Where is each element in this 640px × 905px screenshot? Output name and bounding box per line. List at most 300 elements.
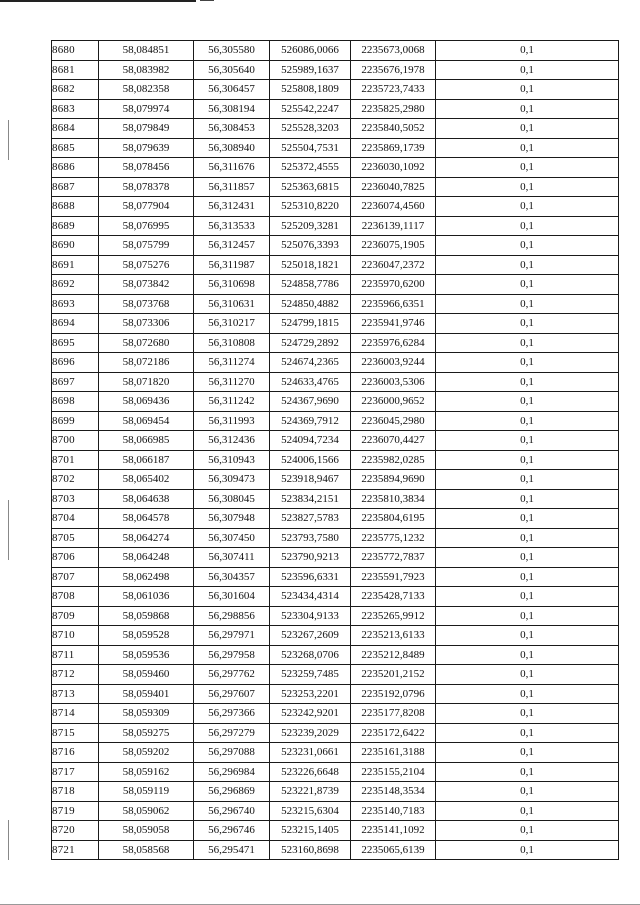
y-coordinate-cell: 2235869,1739: [351, 138, 436, 158]
y-coordinate-cell: 2235982,0285: [351, 450, 436, 470]
accuracy-cell: 0,1: [436, 158, 619, 178]
accuracy-cell: 0,1: [436, 411, 619, 431]
table-row: [52, 626, 619, 646]
accuracy-cell: 0,1: [436, 528, 619, 548]
y-coordinate-cell: 2235140,7183: [351, 801, 436, 821]
x-coordinate-cell: 524799,1815: [270, 314, 351, 334]
table-row: [52, 333, 619, 353]
point-number-cell: 8698: [52, 392, 99, 412]
accuracy-cell: 0,1: [436, 138, 619, 158]
table-row: [52, 60, 619, 80]
y-coordinate-cell: 2235265,9912: [351, 606, 436, 626]
table-row: [52, 704, 619, 724]
point-number-cell: 8681: [52, 60, 99, 80]
y-coordinate-cell: 2236047,2372: [351, 255, 436, 275]
y-coordinate-cell: 2235428,7133: [351, 587, 436, 607]
longitude-cell: 56,298856: [194, 606, 270, 626]
y-coordinate-cell: 2235966,6351: [351, 294, 436, 314]
x-coordinate-cell: 523226,6648: [270, 762, 351, 782]
longitude-cell: 56,297958: [194, 645, 270, 665]
latitude-cell: 58,071820: [99, 372, 194, 392]
accuracy-cell: 0,1: [436, 41, 619, 61]
x-coordinate-cell: 524094,7234: [270, 431, 351, 451]
x-coordinate-cell: 525542,2247: [270, 99, 351, 119]
longitude-cell: 56,311274: [194, 353, 270, 373]
table-row: [52, 275, 619, 295]
table-row: [52, 548, 619, 568]
table-row: [52, 489, 619, 509]
longitude-cell: 56,309473: [194, 470, 270, 490]
latitude-cell: 58,059062: [99, 801, 194, 821]
x-coordinate-cell: 523242,9201: [270, 704, 351, 724]
point-number-cell: 8712: [52, 665, 99, 685]
y-coordinate-cell: 2236003,9244: [351, 353, 436, 373]
longitude-cell: 56,307450: [194, 528, 270, 548]
latitude-cell: 58,059275: [99, 723, 194, 743]
y-coordinate-cell: 2235810,3834: [351, 489, 436, 509]
x-coordinate-cell: 525310,8220: [270, 197, 351, 217]
accuracy-cell: 0,1: [436, 314, 619, 334]
y-coordinate-cell: 2235155,2104: [351, 762, 436, 782]
accuracy-cell: 0,1: [436, 372, 619, 392]
accuracy-cell: 0,1: [436, 294, 619, 314]
longitude-cell: 56,310631: [194, 294, 270, 314]
point-number-cell: 8705: [52, 528, 99, 548]
latitude-cell: 58,073842: [99, 275, 194, 295]
table-row: [52, 743, 619, 763]
accuracy-cell: 0,1: [436, 353, 619, 373]
latitude-cell: 58,059309: [99, 704, 194, 724]
point-number-cell: 8710: [52, 626, 99, 646]
latitude-cell: 58,059536: [99, 645, 194, 665]
latitude-cell: 58,082358: [99, 80, 194, 100]
point-number-cell: 8682: [52, 80, 99, 100]
latitude-cell: 58,064578: [99, 509, 194, 529]
latitude-cell: 58,078456: [99, 158, 194, 178]
latitude-cell: 58,075799: [99, 236, 194, 256]
point-number-cell: 8702: [52, 470, 99, 490]
latitude-cell: 58,069436: [99, 392, 194, 412]
y-coordinate-cell: 2236075,1905: [351, 236, 436, 256]
point-number-cell: 8721: [52, 840, 99, 860]
y-coordinate-cell: 2236003,5306: [351, 372, 436, 392]
accuracy-cell: 0,1: [436, 509, 619, 529]
x-coordinate-cell: 524850,4882: [270, 294, 351, 314]
table-row: [52, 509, 619, 529]
longitude-cell: 56,313533: [194, 216, 270, 236]
scan-edge-mark: [8, 820, 9, 860]
point-number-cell: 8696: [52, 353, 99, 373]
x-coordinate-cell: 523221,8739: [270, 782, 351, 802]
longitude-cell: 56,310217: [194, 314, 270, 334]
accuracy-cell: 0,1: [436, 216, 619, 236]
accuracy-cell: 0,1: [436, 762, 619, 782]
longitude-cell: 56,308940: [194, 138, 270, 158]
table-row: [52, 821, 619, 841]
point-number-cell: 8701: [52, 450, 99, 470]
longitude-cell: 56,311857: [194, 177, 270, 197]
x-coordinate-cell: 525363,6815: [270, 177, 351, 197]
latitude-cell: 58,075276: [99, 255, 194, 275]
y-coordinate-cell: 2235172,6422: [351, 723, 436, 743]
accuracy-cell: 0,1: [436, 626, 619, 646]
point-number-cell: 8703: [52, 489, 99, 509]
point-number-cell: 8684: [52, 119, 99, 139]
x-coordinate-cell: 523918,9467: [270, 470, 351, 490]
longitude-cell: 56,310698: [194, 275, 270, 295]
point-number-cell: 8707: [52, 567, 99, 587]
table-row: [52, 158, 619, 178]
latitude-cell: 58,076995: [99, 216, 194, 236]
y-coordinate-cell: 2235192,0796: [351, 684, 436, 704]
accuracy-cell: 0,1: [436, 704, 619, 724]
point-number-cell: 8716: [52, 743, 99, 763]
longitude-cell: 56,297366: [194, 704, 270, 724]
accuracy-cell: 0,1: [436, 177, 619, 197]
x-coordinate-cell: 523231,0661: [270, 743, 351, 763]
point-number-cell: 8691: [52, 255, 99, 275]
longitude-cell: 56,297762: [194, 665, 270, 685]
table-row: [52, 840, 619, 860]
accuracy-cell: 0,1: [436, 236, 619, 256]
accuracy-cell: 0,1: [436, 60, 619, 80]
longitude-cell: 56,297607: [194, 684, 270, 704]
accuracy-cell: 0,1: [436, 119, 619, 139]
x-coordinate-cell: 525989,1637: [270, 60, 351, 80]
x-coordinate-cell: 524729,2892: [270, 333, 351, 353]
latitude-cell: 58,079974: [99, 99, 194, 119]
y-coordinate-cell: 2235970,6200: [351, 275, 436, 295]
y-coordinate-cell: 2236070,4427: [351, 431, 436, 451]
x-coordinate-cell: 523215,1405: [270, 821, 351, 841]
latitude-cell: 58,069454: [99, 411, 194, 431]
table-row: [52, 177, 619, 197]
latitude-cell: 58,062498: [99, 567, 194, 587]
accuracy-cell: 0,1: [436, 743, 619, 763]
latitude-cell: 58,072680: [99, 333, 194, 353]
scan-edge-mark: [8, 500, 9, 560]
x-coordinate-cell: 524369,7912: [270, 411, 351, 431]
y-coordinate-cell: 2235676,1978: [351, 60, 436, 80]
x-coordinate-cell: 523215,6304: [270, 801, 351, 821]
point-number-cell: 8694: [52, 314, 99, 334]
y-coordinate-cell: 2235177,8208: [351, 704, 436, 724]
longitude-cell: 56,296984: [194, 762, 270, 782]
point-number-cell: 8700: [52, 431, 99, 451]
point-number-cell: 8719: [52, 801, 99, 821]
x-coordinate-cell: 524367,9690: [270, 392, 351, 412]
table-row: [52, 372, 619, 392]
table-row: [52, 119, 619, 139]
y-coordinate-cell: 2235212,8489: [351, 645, 436, 665]
longitude-cell: 56,304357: [194, 567, 270, 587]
y-coordinate-cell: 2236139,1117: [351, 216, 436, 236]
y-coordinate-cell: 2235825,2980: [351, 99, 436, 119]
table-row: [52, 801, 619, 821]
y-coordinate-cell: 2236030,1092: [351, 158, 436, 178]
latitude-cell: 58,073306: [99, 314, 194, 334]
latitude-cell: 58,059058: [99, 821, 194, 841]
y-coordinate-cell: 2236040,7825: [351, 177, 436, 197]
y-coordinate-cell: 2235213,6133: [351, 626, 436, 646]
longitude-cell: 56,301604: [194, 587, 270, 607]
latitude-cell: 58,064638: [99, 489, 194, 509]
accuracy-cell: 0,1: [436, 567, 619, 587]
longitude-cell: 56,311270: [194, 372, 270, 392]
y-coordinate-cell: 2235894,9690: [351, 470, 436, 490]
point-number-cell: 8686: [52, 158, 99, 178]
x-coordinate-cell: 523790,9213: [270, 548, 351, 568]
x-coordinate-cell: 525528,3203: [270, 119, 351, 139]
table-row: [52, 41, 619, 61]
table-row: [52, 216, 619, 236]
table-row: [52, 197, 619, 217]
longitude-cell: 56,311676: [194, 158, 270, 178]
top-rule: [0, 0, 196, 2]
x-coordinate-cell: 523304,9133: [270, 606, 351, 626]
table-row: [52, 431, 619, 451]
accuracy-cell: 0,1: [436, 840, 619, 860]
point-number-cell: 8685: [52, 138, 99, 158]
x-coordinate-cell: 525372,4555: [270, 158, 351, 178]
latitude-cell: 58,083982: [99, 60, 194, 80]
latitude-cell: 58,079849: [99, 119, 194, 139]
latitude-cell: 58,064248: [99, 548, 194, 568]
longitude-cell: 56,312457: [194, 236, 270, 256]
latitude-cell: 58,072186: [99, 353, 194, 373]
longitude-cell: 56,308453: [194, 119, 270, 139]
x-coordinate-cell: 525808,1809: [270, 80, 351, 100]
accuracy-cell: 0,1: [436, 489, 619, 509]
point-number-cell: 8708: [52, 587, 99, 607]
accuracy-cell: 0,1: [436, 548, 619, 568]
latitude-cell: 58,065402: [99, 470, 194, 490]
point-number-cell: 8717: [52, 762, 99, 782]
latitude-cell: 58,079639: [99, 138, 194, 158]
point-number-cell: 8680: [52, 41, 99, 61]
longitude-cell: 56,296740: [194, 801, 270, 821]
longitude-cell: 56,297971: [194, 626, 270, 646]
longitude-cell: 56,310808: [194, 333, 270, 353]
accuracy-cell: 0,1: [436, 470, 619, 490]
longitude-cell: 56,305640: [194, 60, 270, 80]
y-coordinate-cell: 2236000,9652: [351, 392, 436, 412]
x-coordinate-cell: 525076,3393: [270, 236, 351, 256]
longitude-cell: 56,311987: [194, 255, 270, 275]
latitude-cell: 58,059401: [99, 684, 194, 704]
latitude-cell: 58,073768: [99, 294, 194, 314]
y-coordinate-cell: 2235775,1232: [351, 528, 436, 548]
point-number-cell: 8683: [52, 99, 99, 119]
accuracy-cell: 0,1: [436, 782, 619, 802]
x-coordinate-cell: 526086,0066: [270, 41, 351, 61]
latitude-cell: 58,078378: [99, 177, 194, 197]
accuracy-cell: 0,1: [436, 255, 619, 275]
accuracy-cell: 0,1: [436, 665, 619, 685]
accuracy-cell: 0,1: [436, 99, 619, 119]
x-coordinate-cell: 523834,2151: [270, 489, 351, 509]
x-coordinate-cell: 523160,8698: [270, 840, 351, 860]
accuracy-cell: 0,1: [436, 723, 619, 743]
point-number-cell: 8687: [52, 177, 99, 197]
table-row: [52, 723, 619, 743]
point-number-cell: 8714: [52, 704, 99, 724]
table-row: [52, 236, 619, 256]
accuracy-cell: 0,1: [436, 684, 619, 704]
longitude-cell: 56,312431: [194, 197, 270, 217]
accuracy-cell: 0,1: [436, 606, 619, 626]
accuracy-cell: 0,1: [436, 431, 619, 451]
longitude-cell: 56,311993: [194, 411, 270, 431]
latitude-cell: 58,066187: [99, 450, 194, 470]
accuracy-cell: 0,1: [436, 587, 619, 607]
accuracy-cell: 0,1: [436, 333, 619, 353]
table-row: [52, 645, 619, 665]
latitude-cell: 58,059119: [99, 782, 194, 802]
x-coordinate-cell: 524858,7786: [270, 275, 351, 295]
latitude-cell: 58,064274: [99, 528, 194, 548]
y-coordinate-cell: 2235976,6284: [351, 333, 436, 353]
accuracy-cell: 0,1: [436, 275, 619, 295]
table-row: [52, 392, 619, 412]
table-row: [52, 665, 619, 685]
table-row: [52, 470, 619, 490]
latitude-cell: 58,077904: [99, 197, 194, 217]
point-number-cell: 8706: [52, 548, 99, 568]
y-coordinate-cell: 2235772,7837: [351, 548, 436, 568]
x-coordinate-cell: 523267,2609: [270, 626, 351, 646]
x-coordinate-cell: 523827,5783: [270, 509, 351, 529]
table-row: [52, 762, 619, 782]
y-coordinate-cell: 2235804,6195: [351, 509, 436, 529]
accuracy-cell: 0,1: [436, 821, 619, 841]
x-coordinate-cell: 523268,0706: [270, 645, 351, 665]
table-row: [52, 99, 619, 119]
accuracy-cell: 0,1: [436, 392, 619, 412]
table-row: [52, 411, 619, 431]
latitude-cell: 58,058568: [99, 840, 194, 860]
longitude-cell: 56,308045: [194, 489, 270, 509]
table-row: [52, 255, 619, 275]
table-row: [52, 353, 619, 373]
accuracy-cell: 0,1: [436, 80, 619, 100]
longitude-cell: 56,295471: [194, 840, 270, 860]
coordinates-table: [51, 40, 619, 860]
point-number-cell: 8720: [52, 821, 99, 841]
y-coordinate-cell: 2235723,7433: [351, 80, 436, 100]
y-coordinate-cell: 2235148,3534: [351, 782, 436, 802]
point-number-cell: 8699: [52, 411, 99, 431]
longitude-cell: 56,308194: [194, 99, 270, 119]
y-coordinate-cell: 2235591,7923: [351, 567, 436, 587]
x-coordinate-cell: 523253,2201: [270, 684, 351, 704]
x-coordinate-cell: 523596,6331: [270, 567, 351, 587]
y-coordinate-cell: 2235840,5052: [351, 119, 436, 139]
x-coordinate-cell: 523259,7485: [270, 665, 351, 685]
table-row: [52, 684, 619, 704]
accuracy-cell: 0,1: [436, 645, 619, 665]
longitude-cell: 56,297279: [194, 723, 270, 743]
table-row: [52, 314, 619, 334]
point-number-cell: 8693: [52, 294, 99, 314]
y-coordinate-cell: 2235161,3188: [351, 743, 436, 763]
table-row: [52, 80, 619, 100]
point-number-cell: 8711: [52, 645, 99, 665]
table-row: [52, 138, 619, 158]
x-coordinate-cell: 524633,4765: [270, 372, 351, 392]
y-coordinate-cell: 2235065,6139: [351, 840, 436, 860]
point-number-cell: 8692: [52, 275, 99, 295]
point-number-cell: 8713: [52, 684, 99, 704]
point-number-cell: 8718: [52, 782, 99, 802]
table-row: [52, 528, 619, 548]
table-row: [52, 294, 619, 314]
latitude-cell: 58,066985: [99, 431, 194, 451]
longitude-cell: 56,310943: [194, 450, 270, 470]
y-coordinate-cell: 2235673,0068: [351, 41, 436, 61]
x-coordinate-cell: 525504,7531: [270, 138, 351, 158]
point-number-cell: 8709: [52, 606, 99, 626]
table-row: [52, 450, 619, 470]
latitude-cell: 58,061036: [99, 587, 194, 607]
longitude-cell: 56,307411: [194, 548, 270, 568]
y-coordinate-cell: 2236074,4560: [351, 197, 436, 217]
x-coordinate-cell: 525018,1821: [270, 255, 351, 275]
y-coordinate-cell: 2236045,2980: [351, 411, 436, 431]
latitude-cell: 58,059202: [99, 743, 194, 763]
latitude-cell: 58,059528: [99, 626, 194, 646]
longitude-cell: 56,305580: [194, 41, 270, 61]
y-coordinate-cell: 2235201,2152: [351, 665, 436, 685]
latitude-cell: 58,059460: [99, 665, 194, 685]
y-coordinate-cell: 2235941,9746: [351, 314, 436, 334]
longitude-cell: 56,311242: [194, 392, 270, 412]
longitude-cell: 56,306457: [194, 80, 270, 100]
point-number-cell: 8715: [52, 723, 99, 743]
accuracy-cell: 0,1: [436, 801, 619, 821]
scan-edge-mark: [8, 120, 9, 160]
x-coordinate-cell: 525209,3281: [270, 216, 351, 236]
point-number-cell: 8704: [52, 509, 99, 529]
x-coordinate-cell: 524006,1566: [270, 450, 351, 470]
longitude-cell: 56,307948: [194, 509, 270, 529]
y-coordinate-cell: 2235141,1092: [351, 821, 436, 841]
table-row: [52, 567, 619, 587]
x-coordinate-cell: 523239,2029: [270, 723, 351, 743]
longitude-cell: 56,296746: [194, 821, 270, 841]
table-row: [52, 782, 619, 802]
latitude-cell: 58,059868: [99, 606, 194, 626]
latitude-cell: 58,084851: [99, 41, 194, 61]
point-number-cell: 8695: [52, 333, 99, 353]
top-rule-fragment: [200, 0, 214, 1]
longitude-cell: 56,297088: [194, 743, 270, 763]
latitude-cell: 58,059162: [99, 762, 194, 782]
accuracy-cell: 0,1: [436, 450, 619, 470]
longitude-cell: 56,296869: [194, 782, 270, 802]
coordinates-table-body: [52, 41, 619, 860]
x-coordinate-cell: 524674,2365: [270, 353, 351, 373]
x-coordinate-cell: 523793,7580: [270, 528, 351, 548]
point-number-cell: 8688: [52, 197, 99, 217]
point-number-cell: 8690: [52, 236, 99, 256]
point-number-cell: 8697: [52, 372, 99, 392]
x-coordinate-cell: 523434,4314: [270, 587, 351, 607]
accuracy-cell: 0,1: [436, 197, 619, 217]
table-row: [52, 587, 619, 607]
table-row: [52, 606, 619, 626]
point-number-cell: 8689: [52, 216, 99, 236]
